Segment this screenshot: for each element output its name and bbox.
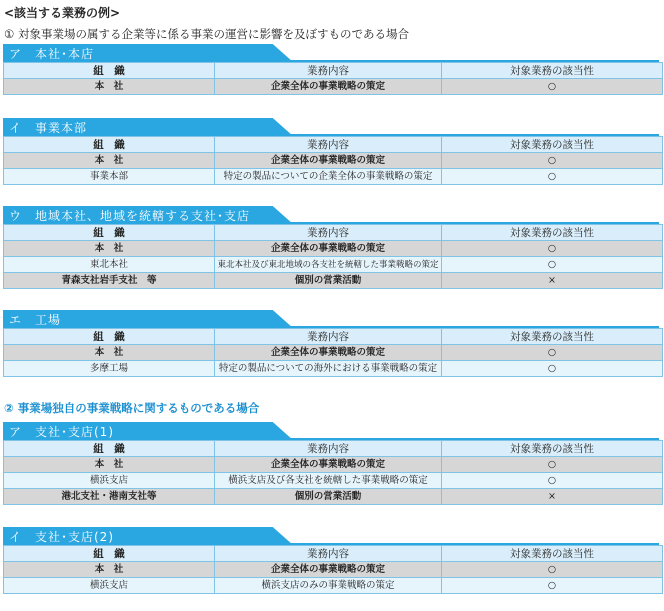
col-header-org: 組 織 xyxy=(4,441,215,457)
table-header-row xyxy=(4,329,663,345)
table-header-row xyxy=(4,441,663,457)
col-header-mark: 対象業務の該当性 xyxy=(442,137,663,153)
section-jigyohonbu xyxy=(3,118,659,185)
cell-task: 企業全体の事業戦略の策定 xyxy=(215,241,442,257)
section-banner xyxy=(3,206,659,224)
table-row xyxy=(4,241,663,257)
col-header-mark: 対象業務の該当性 xyxy=(442,225,663,241)
table-row xyxy=(4,273,663,289)
table-row xyxy=(4,79,663,95)
section-chiiki-honsha xyxy=(3,206,659,289)
cell-task: 横浜支店及び各支社を統轄した事業戦略の策定 xyxy=(215,473,442,489)
col-header-org: 組 織 xyxy=(4,63,215,79)
section-table xyxy=(3,545,663,594)
cell-org: 本 社 xyxy=(4,79,215,95)
cell-task: 個別の営業活動 xyxy=(215,273,442,289)
condition-heading-1: ① 対象事業場の属する企業等に係る事業の運営に影響を及ぼすものである場合 xyxy=(4,27,409,41)
col-header-task: 業務内容 xyxy=(215,441,442,457)
cell-org: 横浜支店 xyxy=(4,473,215,489)
cell-task: 企業全体の事業戦略の策定 xyxy=(215,345,442,361)
section-title: ア 支社･支店(1) xyxy=(9,425,114,439)
section-banner xyxy=(3,527,659,545)
banner-underline xyxy=(3,60,659,62)
cell-task: 個別の営業活動 xyxy=(215,489,442,505)
cell-mark: ○ xyxy=(442,578,663,594)
cell-mark: ○ xyxy=(442,153,663,169)
cell-task: 企業全体の事業戦略の策定 xyxy=(215,79,442,95)
cell-mark: ○ xyxy=(442,169,663,185)
cell-org: 本 社 xyxy=(4,562,215,578)
col-header-mark: 対象業務の該当性 xyxy=(442,63,663,79)
cell-org: 横浜支店 xyxy=(4,578,215,594)
section-table xyxy=(3,440,663,505)
cell-org: 青森支社岩手支社 等 xyxy=(4,273,215,289)
section-title: イ 支社･支店(2) xyxy=(9,530,114,544)
cell-task: 企業全体の事業戦略の策定 xyxy=(215,153,442,169)
table-row xyxy=(4,169,663,185)
section-banner xyxy=(3,118,659,136)
col-header-org: 組 織 xyxy=(4,546,215,562)
cell-task: 企業全体の事業戦略の策定 xyxy=(215,562,442,578)
section-title: エ 工場 xyxy=(9,313,62,327)
col-header-org: 組 織 xyxy=(4,329,215,345)
col-header-mark: 対象業務の該当性 xyxy=(442,329,663,345)
cell-task: 特定の製品についての企業全体の事業戦略の策定 xyxy=(215,169,442,185)
table-row xyxy=(4,473,663,489)
section-title: ウ 地域本社、地域を統轄する支社･支店 xyxy=(9,209,251,223)
cell-org: 本 社 xyxy=(4,241,215,257)
cell-mark: ○ xyxy=(442,361,663,377)
table-row xyxy=(4,562,663,578)
section-title: イ 事業本部 xyxy=(9,121,88,135)
col-header-task: 業務内容 xyxy=(215,329,442,345)
table-row xyxy=(4,345,663,361)
cell-org: 港北支社・港南支社等 xyxy=(4,489,215,505)
section-shisha-2 xyxy=(3,527,659,594)
table-row xyxy=(4,361,663,377)
cell-org: 事業本部 xyxy=(4,169,215,185)
section-table xyxy=(3,224,663,289)
section-table xyxy=(3,136,663,185)
cell-mark: ○ xyxy=(442,473,663,489)
col-header-mark: 対象業務の該当性 xyxy=(442,546,663,562)
cell-mark: ○ xyxy=(442,457,663,473)
cell-task: 横浜支店のみの事業戦略の策定 xyxy=(215,578,442,594)
section-table xyxy=(3,62,663,95)
cell-task: 東北本社及び東北地域の各支社を統轄した事業戦略の策定 xyxy=(215,257,442,273)
cell-org: 東北本社 xyxy=(4,257,215,273)
section-table xyxy=(3,328,663,377)
cell-org: 本 社 xyxy=(4,457,215,473)
cell-task: 企業全体の事業戦略の策定 xyxy=(215,457,442,473)
section-banner xyxy=(3,422,659,440)
cell-task: 特定の製品についての海外における事業戦略の策定 xyxy=(215,361,442,377)
section-banner xyxy=(3,44,659,62)
table-header-row xyxy=(4,137,663,153)
cell-org: 本 社 xyxy=(4,345,215,361)
col-header-org: 組 織 xyxy=(4,225,215,241)
col-header-mark: 対象業務の該当性 xyxy=(442,441,663,457)
table-row xyxy=(4,457,663,473)
cell-mark: ○ xyxy=(442,257,663,273)
cell-mark: ○ xyxy=(442,345,663,361)
table-header-row xyxy=(4,225,663,241)
col-header-org: 組 織 xyxy=(4,137,215,153)
table-row xyxy=(4,153,663,169)
cell-mark: ○ xyxy=(442,562,663,578)
cell-mark: ○ xyxy=(442,241,663,257)
table-row xyxy=(4,257,663,273)
table-header-row xyxy=(4,63,663,79)
col-header-task: 業務内容 xyxy=(215,137,442,153)
table-row xyxy=(4,578,663,594)
cell-org: 本 社 xyxy=(4,153,215,169)
condition-heading-2: ② 事業場独自の事業戦略に関するものである場合 xyxy=(4,401,260,415)
col-header-task: 業務内容 xyxy=(215,225,442,241)
col-header-task: 業務内容 xyxy=(215,546,442,562)
section-honsha xyxy=(3,44,659,95)
section-title: ア 本社･本店 xyxy=(9,47,95,61)
page-title: <該当する業務の例> xyxy=(4,6,121,20)
cell-mark: × xyxy=(442,489,663,505)
section-banner xyxy=(3,310,659,328)
section-shisha-1 xyxy=(3,422,659,505)
table-header-row xyxy=(4,546,663,562)
table-row xyxy=(4,489,663,505)
cell-org: 多摩工場 xyxy=(4,361,215,377)
section-kojo xyxy=(3,310,659,377)
banner-underline xyxy=(3,326,659,328)
cell-mark: × xyxy=(442,273,663,289)
banner-underline xyxy=(3,134,659,136)
cell-mark: ○ xyxy=(442,79,663,95)
col-header-task: 業務内容 xyxy=(215,63,442,79)
